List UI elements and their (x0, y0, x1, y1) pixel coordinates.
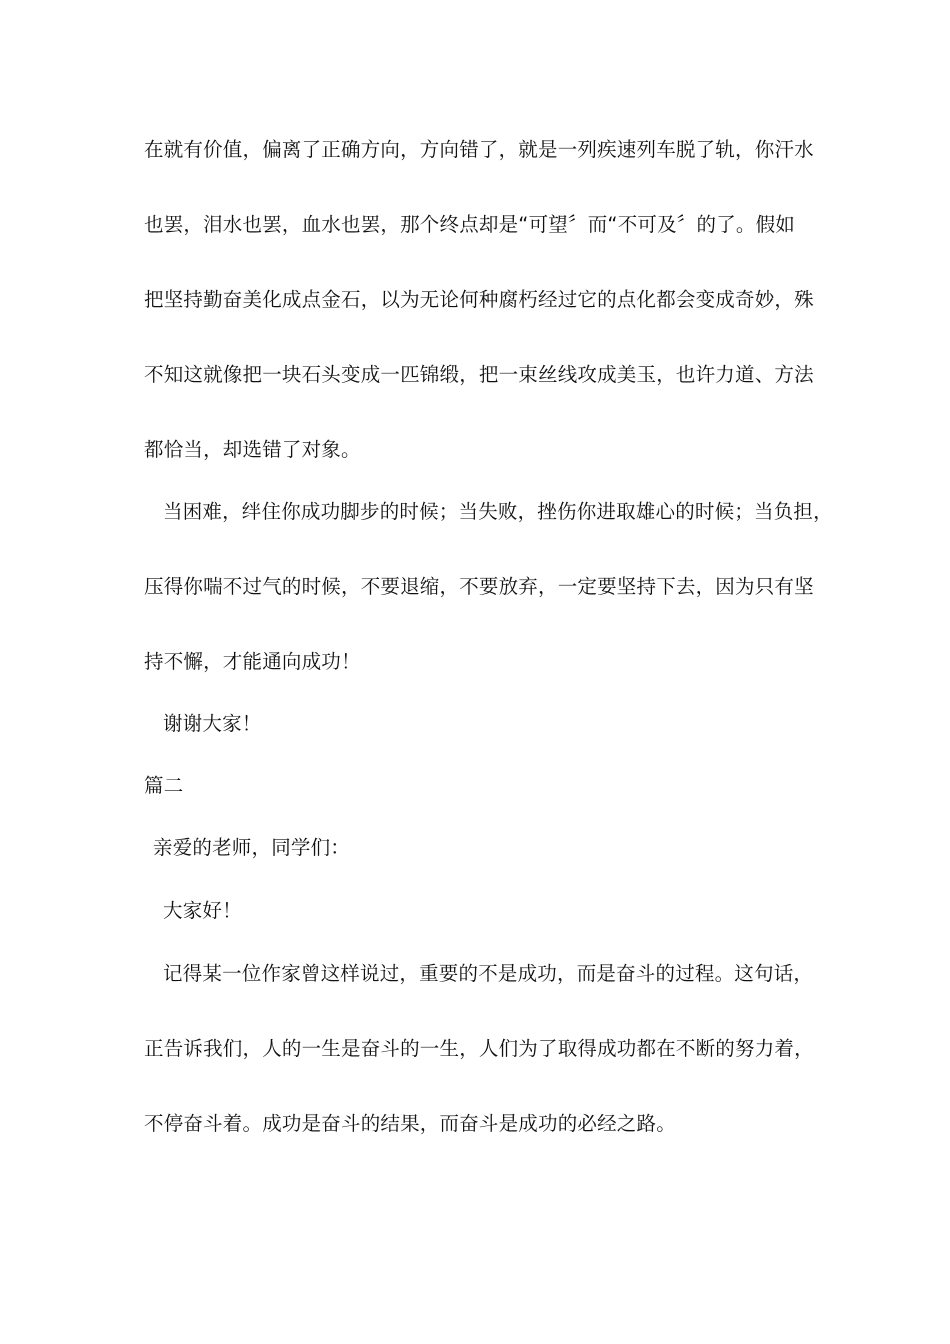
closing-line: 谢谢大家！ (163, 712, 262, 735)
paragraph-line: 压得你喘不过气的时候，不要退缩，不要放弃，一定要坚持下去，因为只有坚 (144, 575, 814, 598)
section-heading: 篇二 (144, 774, 184, 797)
paragraph-line: 不知这就像把一块石头变成一匹锦缎，把一束丝线攻成美玉，也许力道、方法 (144, 363, 814, 386)
paragraph-line: 记得某一位作家曾这样说过，重要的不是成功，而是奋斗的过程。这句话， (163, 962, 814, 985)
paragraph-line: 正告诉我们，人的一生是奋斗的一生，人们为了取得成功都在不断的努力着， (144, 1037, 814, 1060)
paragraph-line: 都恰当，却选错了对象。 (144, 438, 361, 461)
paragraph-line: 当困难，绊住你成功脚步的时候；当失败，挫伤你进取雄心的时候；当负担， (163, 500, 833, 523)
paragraph-line: 把坚持勤奋美化成点金石，以为无论何种腐朽经过它的点化都会变成奇妙，殊 (144, 288, 814, 311)
greeting: 大家好！ (163, 899, 242, 922)
paragraph-line: 在就有价值，偏离了正确方向，方向错了，就是一列疾速列车脱了轨，你汗水 (144, 138, 814, 161)
paragraph-line: 不停奋斗着。成功是奋斗的结果，而奋斗是成功的必经之路。 (144, 1112, 676, 1135)
paragraph-line: 也罢，泪水也罢，血水也罢，那个终点却是“可望〞而“不可及〞的了。假如 (144, 213, 796, 236)
salutation: 亲爱的老师，同学们： (153, 836, 351, 859)
paragraph-line: 持不懈，才能通向成功！ (144, 650, 361, 673)
